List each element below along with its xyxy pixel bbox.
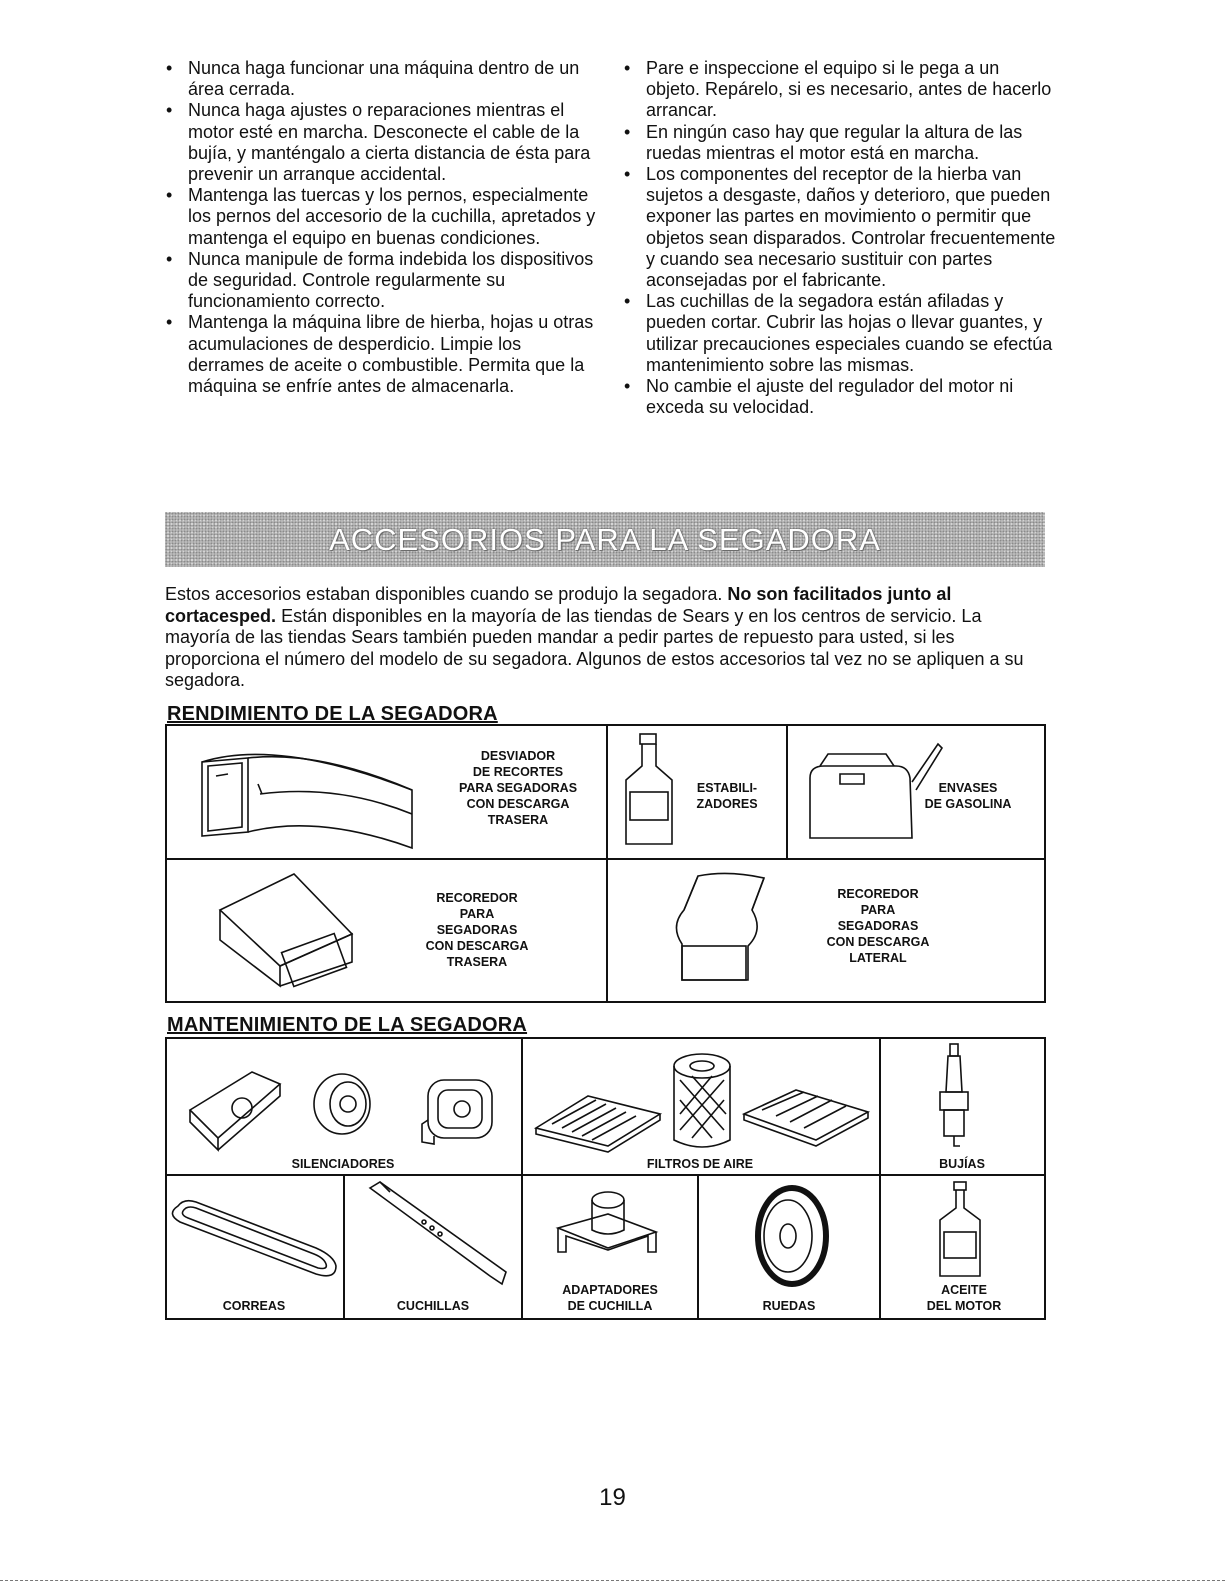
mufflers-illustration	[182, 1060, 512, 1156]
page-number: 19	[599, 1484, 626, 1511]
gas-cans-label: ENVASES DE GASOLINA	[924, 781, 1012, 811]
page-edge-line	[0, 1580, 1225, 1581]
intro-bold-text: No son facilitados junto al cortacesped.	[165, 584, 952, 626]
side-bagger-illustration	[668, 870, 778, 988]
blades-label: CUCHILLAS	[396, 1299, 470, 1313]
rear-bagger-label: RECOREDOR PARA SEGADORAS CON DESCARGA TRASERA	[425, 891, 529, 969]
wheel-illustration	[746, 1180, 836, 1292]
air-filters-illustration	[532, 1050, 872, 1156]
safety-list-left	[160, 58, 600, 397]
list-item: • Los componentes del receptor de la hierba van sujetos a desgaste, daños y deterioro, que pueden exponer las partes en movimiento o permitir que objetos sean disparados. Controlar frecuentemente y cuando sea necesario sustituir con partes aconsejadas por el fabricante.	[618, 164, 1058, 291]
mufflers-label: SILENCIADORES	[291, 1157, 395, 1171]
divider	[786, 724, 788, 859]
wheels-label: RUEDAS	[762, 1299, 816, 1313]
rear-bagger-illustration	[214, 870, 360, 992]
belts-illustration	[166, 1188, 342, 1284]
list-item: • Mantenga las tuercas y los pernos, especialmente los pernos del accesorio de la cuchilla, apretados y mantenga el equipo en buenas condiciones.	[160, 185, 600, 249]
stabilizers-label: ESTABILI- ZADORES	[696, 781, 758, 811]
deflector-illustration	[198, 744, 418, 852]
divider	[343, 1174, 345, 1320]
section-banner	[165, 512, 1045, 567]
divider	[606, 724, 608, 1003]
divider	[165, 1174, 1046, 1176]
performance-title: RENDIMIENTO DE LA SEGADORA	[167, 703, 498, 725]
divider	[521, 1037, 523, 1320]
banner-title: ACCESORIOS PARA LA SEGADORA	[329, 521, 881, 557]
list-item: • Nunca manipule de forma indebida los dispositivos de seguridad. Controle regularmente su funcionamiento correcto.	[160, 249, 600, 313]
stabilizer-bottle-illustration	[618, 732, 680, 852]
list-item: • En ningún caso hay que regular la altura de las ruedas mientras el motor está en marcha.	[618, 122, 1058, 164]
safety-list-right	[618, 58, 1058, 418]
side-bagger-label: RECOREDOR PARA SEGADORAS CON DESCARGA LATERAL	[826, 887, 930, 965]
engine-oil-bottle-illustration	[934, 1180, 986, 1280]
list-item: • Nunca haga ajustes o reparaciones mientras el motor esté en marcha. Desconecte el cable de la bujía, y manténgalo a cierta distancia de ésta para prevenir un arranque accidental.	[160, 100, 600, 185]
list-item: • Nunca haga funcionar una máquina dentro de un área cerrada.	[160, 58, 600, 100]
intro-paragraph	[165, 584, 1045, 692]
blade-adapter-illustration	[552, 1186, 662, 1276]
blades-illustration	[366, 1180, 516, 1290]
list-item: • Pare e inspeccione el equipo si le pega a un objeto. Repárelo, si es necesario, antes de hacerlo arrancar.	[618, 58, 1058, 122]
intro-text-continued: Están disponibles en la mayoría de las tiendas de Sears y en los centros de servicio. La mayoría de las tiendas Sears también pueden mandar a pedir partes de repuesto para usted, si les proporciona el número del modelo de su segadora. Algunos de estos accesorios tal vez no se apliquen a su segadora.	[165, 605, 1024, 690]
spark-plugs-label: BUJÍAS	[939, 1157, 985, 1171]
air-filters-label: FILTROS DE AIRE	[646, 1157, 754, 1171]
intro-text: Estos accesorios estaban disponibles cuando se produjo la segadora.	[165, 584, 728, 604]
blade-adapters-label: ADAPTADORES DE CUCHILLA	[562, 1283, 658, 1313]
divider	[697, 1174, 699, 1320]
list-item: • Las cuchillas de la segadora están afiladas y pueden cortar. Cubrir las hojas o llevar guantes, y utilizar precauciones especiales cuando se efectúa mantenimiento sobre las mismas.	[618, 291, 1058, 376]
list-item: • No cambie el ajuste del regulador del motor ni exceda su velocidad.	[618, 376, 1058, 418]
spark-plug-illustration	[934, 1042, 974, 1152]
divider	[879, 1037, 881, 1320]
maintenance-title: MANTENIMIENTO DE LA SEGADORA	[167, 1014, 528, 1036]
list-item: • Mantenga la máquina libre de hierba, hojas u otras acumulaciones de desperdicio. Limpie los derrames de aceite o combustible. Permita que la máquina se enfríe antes de almacenarla.	[160, 312, 600, 397]
deflector-label: DESVIADOR DE RECORTES PARA SEGADORAS CON DESCARGA TRASERA	[458, 749, 578, 827]
engine-oil-label: ACEITE DEL MOTOR	[926, 1283, 1002, 1313]
belts-label: CORREAS	[222, 1299, 286, 1313]
